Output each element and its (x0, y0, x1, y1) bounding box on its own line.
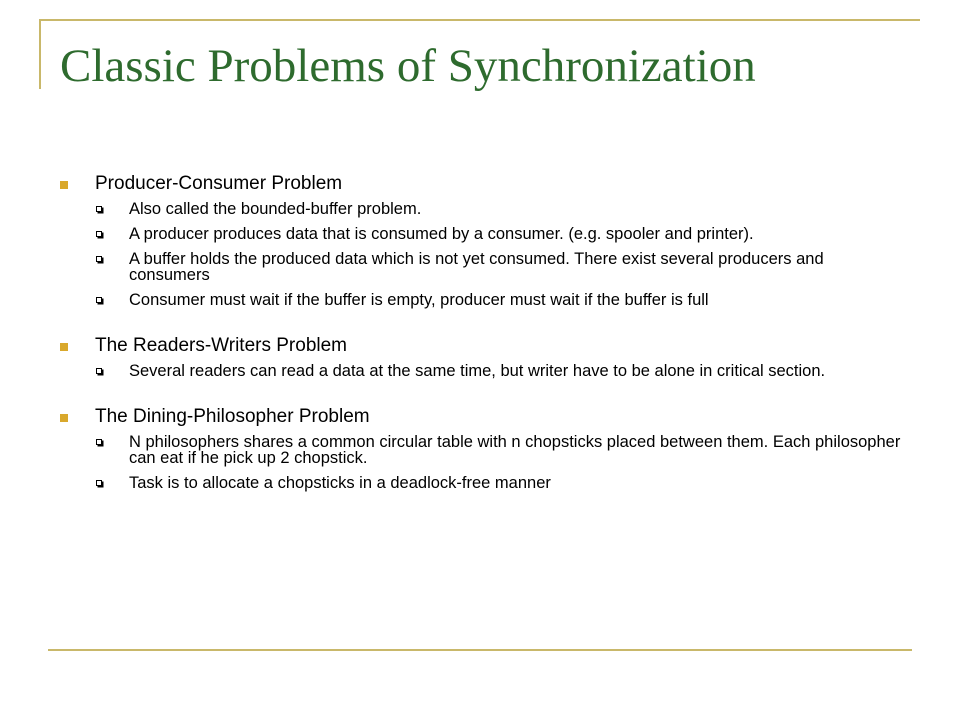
section-producer-consumer (60, 172, 906, 308)
list-item (60, 201, 906, 217)
list-item-text: N philosophers shares a common circular table with n chopsticks placed between them. Each philosopher can eat if he pick up 2 chopstick. (129, 433, 901, 467)
list-item-text: Several readers can read a data at the same time, but writer have to be alone in critical section. (129, 362, 826, 380)
list-item (60, 251, 906, 283)
square-bullet-icon (60, 343, 68, 351)
list-item (60, 475, 906, 491)
hollow-square-bullet-icon (96, 231, 102, 237)
section-heading-text: Producer-Consumer Problem (95, 173, 343, 194)
sub-bullet-list (60, 363, 906, 379)
section-heading (60, 334, 906, 358)
hollow-square-bullet-icon (96, 368, 102, 374)
list-item-text: A buffer holds the produced data which is not yet consumed. There exist several producers and consumers (129, 250, 824, 284)
hollow-square-bullet-icon (96, 439, 102, 445)
list-item-text: Also called the bounded-buffer problem. (129, 200, 422, 218)
hollow-square-bullet-icon (96, 256, 102, 262)
list-item-text: Consumer must wait if the buffer is empty, producer must wait if the buffer is full (129, 291, 709, 309)
sub-bullet-list (60, 201, 906, 308)
list-item (60, 292, 906, 308)
square-bullet-icon (60, 414, 68, 422)
hollow-square-bullet-icon (96, 297, 102, 303)
list-item (60, 226, 906, 242)
section-heading-text: The Readers-Writers Problem (95, 335, 348, 356)
frame-left-rule (39, 19, 41, 89)
section-dining-philosopher (60, 405, 906, 491)
frame-top-rule (40, 19, 920, 21)
square-bullet-icon (60, 181, 68, 189)
sub-bullet-list (60, 434, 906, 491)
list-item-text: Task is to allocate a chopsticks in a deadlock-free manner (129, 474, 551, 492)
slide-title: Classic Problems of Synchronization (60, 40, 756, 92)
frame-bottom-rule (48, 649, 912, 651)
list-item-text: A producer produces data that is consumed by a consumer. (e.g. spooler and printer). (129, 225, 754, 243)
slide-body (60, 172, 906, 500)
section-readers-writers (60, 334, 906, 379)
hollow-square-bullet-icon (96, 480, 102, 486)
section-heading-text: The Dining-Philosopher Problem (95, 406, 370, 427)
section-heading (60, 172, 906, 196)
list-item (60, 434, 906, 466)
section-heading (60, 405, 906, 429)
list-item (60, 363, 906, 379)
hollow-square-bullet-icon (96, 206, 102, 212)
